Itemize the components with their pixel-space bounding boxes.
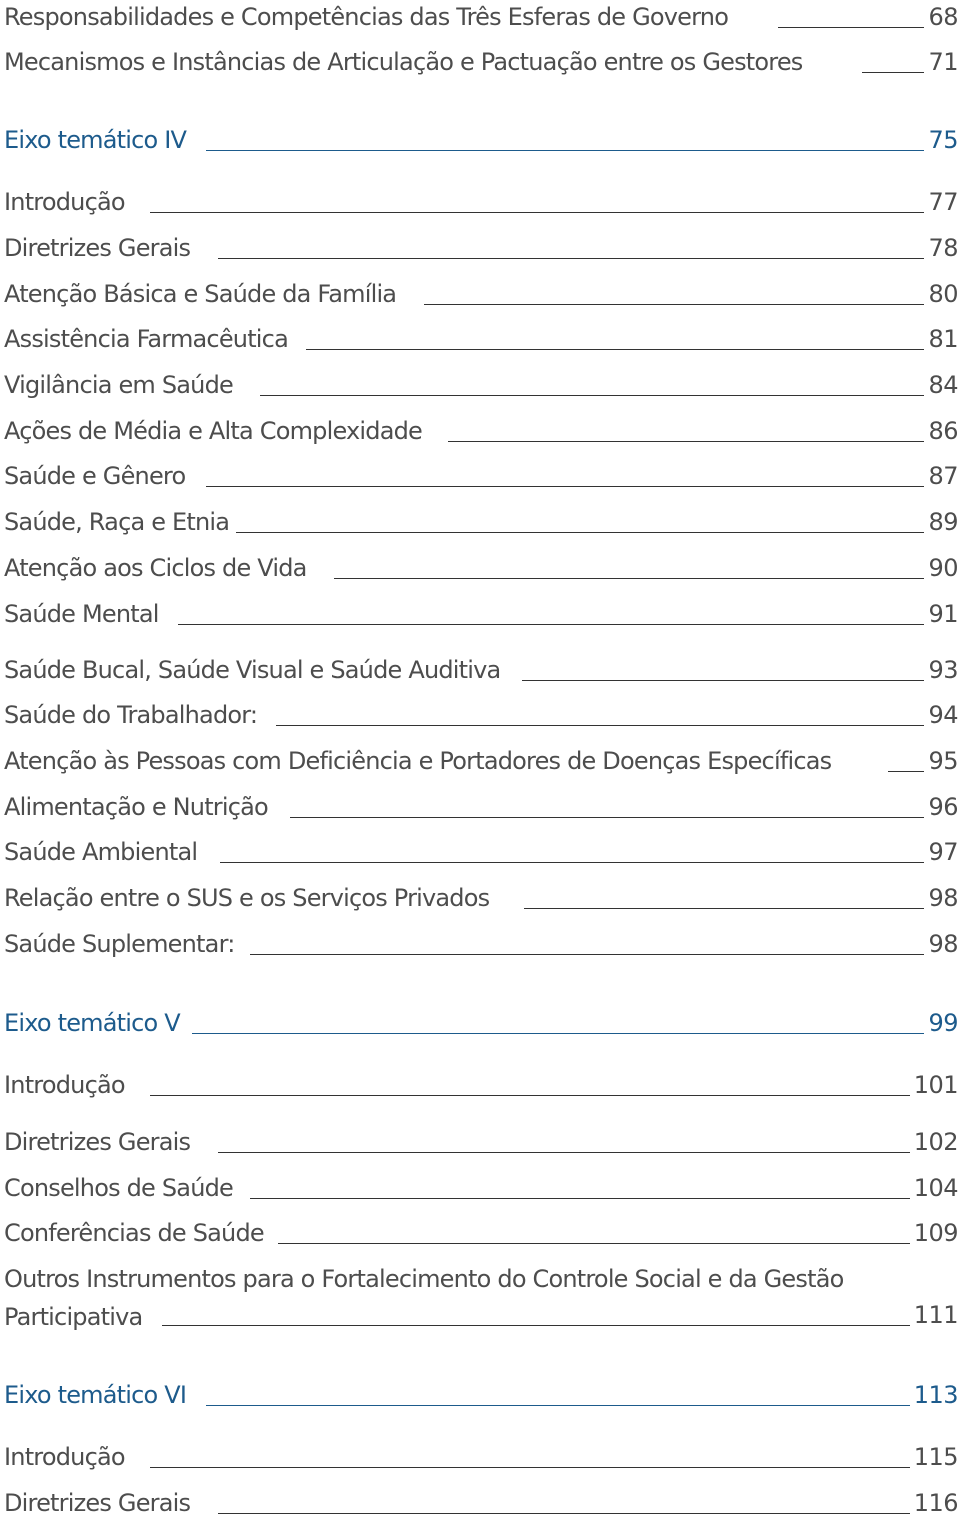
toc-entry[interactable] [0, 927, 958, 963]
toc-entry-page: 97 [928, 838, 958, 866]
toc-entry[interactable] [0, 1440, 958, 1476]
toc-entry-page: 109 [913, 1219, 958, 1247]
toc-entry-page: 115 [913, 1443, 958, 1471]
toc-entry[interactable] [0, 1216, 958, 1252]
toc-entry-title: Outros Instrumentos para o Fortalecimento do Controle Social e da Gestão Participativa [4, 1265, 844, 1331]
toc-entry-title: Relação entre o SUS e os Serviços Privados [4, 884, 490, 912]
toc-entry-page: 89 [928, 508, 958, 536]
toc-entry[interactable] [0, 551, 958, 587]
toc-entry-page: 81 [928, 325, 958, 353]
toc-entry[interactable] [0, 1068, 958, 1104]
toc-entry[interactable] [0, 1125, 958, 1161]
toc-leader-line [522, 680, 924, 681]
toc-leader-line [206, 1405, 910, 1406]
toc-entry[interactable] [0, 231, 958, 267]
toc-entry-title: Vigilância em Saúde [4, 371, 233, 399]
toc-entry[interactable] [0, 744, 958, 780]
toc-leader-line [524, 908, 924, 909]
toc-entry-title: Ações de Média e Alta Complexidade [4, 417, 423, 445]
toc-entry[interactable] [0, 0, 958, 36]
toc-entry[interactable] [0, 322, 958, 358]
toc-entry-title: Saúde Mental [4, 600, 159, 628]
toc-leader-line [306, 349, 924, 350]
toc-leader-line [278, 1243, 910, 1244]
toc-entry[interactable] [0, 653, 958, 689]
section-heading-page: 75 [928, 126, 958, 154]
toc-entry-page: 98 [928, 930, 958, 958]
toc-entry[interactable] [0, 597, 958, 633]
section-heading-title: Eixo temático IV [4, 126, 187, 154]
toc-entry[interactable] [0, 1171, 958, 1207]
toc-entry-title: Saúde Ambiental [4, 838, 198, 866]
toc-entry-page: 71 [928, 48, 958, 76]
toc-leader-line [192, 1033, 924, 1034]
toc-entry-title: Saúde e Gênero [4, 462, 186, 490]
toc-entry-title: Introdução [4, 1071, 125, 1099]
toc-entry-title: Diretrizes Gerais [4, 1128, 191, 1156]
toc-entry-title: Saúde Bucal, Saúde Visual e Saúde Auditiva [4, 656, 501, 684]
toc-entry[interactable] [0, 368, 958, 404]
toc-entry-page: 68 [928, 3, 958, 31]
toc-entry[interactable] [0, 1260, 958, 1336]
toc-entry-page: 116 [913, 1489, 958, 1517]
toc-leader-line [218, 1152, 910, 1153]
section-heading-page: 99 [928, 1009, 958, 1037]
toc-entry[interactable] [0, 1486, 958, 1522]
toc-entry[interactable] [0, 414, 958, 450]
toc-entry-page: 80 [928, 280, 958, 308]
toc-entry-page: 86 [928, 417, 958, 445]
toc-entry-title: Atenção Básica e Saúde da Família [4, 280, 397, 308]
toc-entry-title: Conselhos de Saúde [4, 1174, 233, 1202]
toc-entry-title: Saúde do Trabalhador: [4, 701, 258, 729]
toc-entry-page: 91 [928, 600, 958, 628]
toc-leader-line [218, 1513, 910, 1514]
toc-entry[interactable] [0, 277, 958, 313]
toc-leader-line [150, 1467, 910, 1468]
toc-leader-line [888, 771, 924, 772]
toc-entry-page: 111 [913, 1301, 958, 1329]
toc-leader-line [218, 258, 924, 259]
toc-entry-page: 84 [928, 371, 958, 399]
toc-entry-title: Introdução [4, 188, 125, 216]
toc-entry-title: Atenção aos Ciclos de Vida [4, 554, 307, 582]
toc-leader-line [276, 725, 924, 726]
toc-entry-title: Introdução [4, 1443, 125, 1471]
toc-leader-line [424, 304, 924, 305]
toc-entry-title: Saúde Suplementar: [4, 930, 235, 958]
toc-entry[interactable] [0, 459, 958, 495]
toc-entry-page: 93 [928, 656, 958, 684]
toc-leader-line [206, 150, 924, 151]
toc-entry-page: 98 [928, 884, 958, 912]
toc-entry-page: 101 [913, 1071, 958, 1099]
toc-entry-page: 96 [928, 793, 958, 821]
toc-entry-title: Atenção às Pessoas com Deficiência e Portadores de Doenças Específicas [4, 747, 832, 775]
toc-entry-page: 94 [928, 701, 958, 729]
toc-leader-line [220, 862, 924, 863]
toc-leader-line [334, 578, 924, 579]
toc-entry[interactable] [0, 698, 958, 734]
toc-entry-title: Diretrizes Gerais [4, 1489, 191, 1517]
toc-entry-title: Alimentação e Nutrição [4, 793, 268, 821]
toc-entry-page: 87 [928, 462, 958, 490]
toc-leader-line [250, 1198, 910, 1199]
section-heading-page: 113 [913, 1381, 958, 1409]
toc-leader-line [448, 441, 924, 442]
toc-entry[interactable] [0, 881, 958, 917]
toc-entry[interactable] [0, 45, 958, 81]
toc-entry-page: 104 [913, 1174, 958, 1202]
section-heading-title: Eixo temático V [4, 1009, 180, 1037]
toc-entry-title: Assistência Farmacêutica [4, 325, 288, 353]
toc-entry-page: 77 [928, 188, 958, 216]
toc-entry[interactable] [0, 835, 958, 871]
toc-leader-line [862, 72, 924, 73]
toc-leader-line [778, 27, 924, 28]
section-heading[interactable] [0, 1378, 958, 1414]
toc-leader-line [150, 212, 924, 213]
toc-entry[interactable] [0, 790, 958, 826]
toc-entry-page: 102 [913, 1128, 958, 1156]
toc-entry-title: Diretrizes Gerais [4, 234, 191, 262]
toc-leader-line [250, 954, 924, 955]
toc-entry-title: Conferências de Saúde [4, 1219, 264, 1247]
toc-entry-title: Saúde, Raça e Etnia [4, 508, 230, 536]
toc-leader-line [150, 1095, 910, 1096]
section-heading-title: Eixo temático VI [4, 1381, 187, 1409]
toc-leader-line [236, 532, 924, 533]
toc-entry-title: Mecanismos e Instâncias de Articulação e Pactuação entre os Gestores [4, 48, 803, 76]
toc-leader-line [260, 395, 924, 396]
toc-entry-page: 95 [928, 747, 958, 775]
toc-entry-title: Responsabilidades e Competências das Três Esferas de Governo [4, 3, 729, 31]
toc-leader-line [206, 486, 924, 487]
section-heading[interactable] [0, 123, 958, 159]
toc-leader-line [178, 624, 924, 625]
toc-entry[interactable] [0, 185, 958, 221]
toc-entry-page: 90 [928, 554, 958, 582]
toc-leader-line [162, 1325, 910, 1326]
section-heading[interactable] [0, 1006, 958, 1042]
toc-entry[interactable] [0, 505, 958, 541]
toc-leader-line [290, 817, 924, 818]
toc-entry-page: 78 [928, 234, 958, 262]
